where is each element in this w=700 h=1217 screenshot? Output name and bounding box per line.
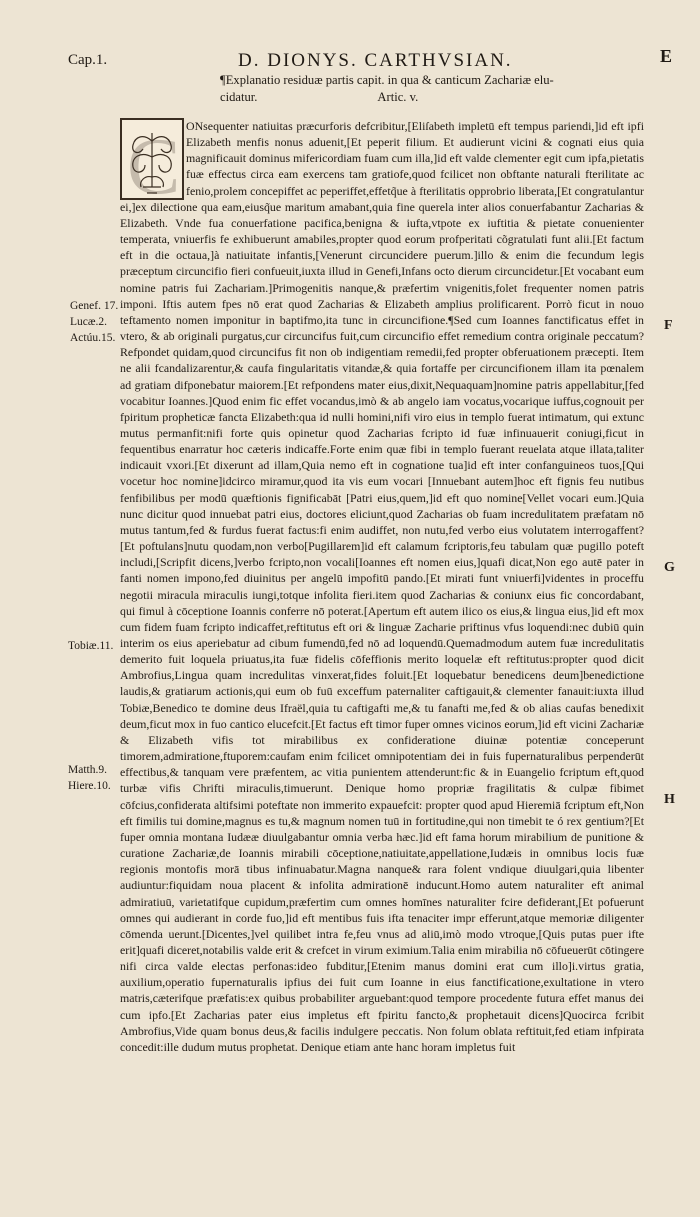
heading-line-2: cidatur. bbox=[220, 90, 258, 104]
heading-line-1: ¶Explanatio residuæ partis capit. in qua & canticum Zachariæ elu- bbox=[220, 73, 554, 87]
margin-note-acts: Actúu.15. bbox=[70, 332, 116, 344]
section-letter-e: E bbox=[660, 46, 673, 66]
margin-note-tobias: Tobiæ.11. bbox=[68, 640, 114, 652]
section-heading bbox=[220, 72, 640, 106]
margin-note-matthew: Matth.9. bbox=[68, 764, 107, 776]
section-letter-h: H bbox=[664, 792, 675, 807]
body-paragraph: ONsequenter natiuitas præcurforis defcribitur,[Eliſabeth impletū eft tempus pariendi,]id eft ipfi Elizabeth menfis nonus aduenit,[Et peperit filium. Et audierunt vicini & cognati eius quia magnificauit dominus mifericordiam fuam cum illa,]id eft valde clementer egit cum ipfa,pietatis fuæ effectus circa eam exercens tam gratiofe,quod fcilicet non obftante naturali fterilitate ac fenio,prolem concepiffet ac peperiffet,effetq̃ue à fterilitatis opprobrio liberata,[Et congratulantur ei,]ex dilectione qua eam,eiusq̃ue maritum amabant,quia fine querela inter alios conuerfabantur Zacharias & Elizabeth. Vnde fua conuerfatione pacifica,benigna & iufta,vtpote ex iuftitia & pietate conuenienter temperata, vniuerfis fe exhibuerunt amabiles,propter quod eorum profperitati cõgratulati funt alii.[Et factum eft in die octaua,]à natiuitate infantis,[Venerunt circuncidere puerum.]illo & enim die fecundum legis præceptum circuncifio fieri confueuit,iuxta illud in Genefi,Infans octo dierum circuncidetur.[Et vocabant eum nomine patris fui Zachariam.]Primogenitis nanque,& præfertim vnigenitis,folet frequenter nomen patris imponi. Iftis autem fpes nō erat quod Zacharias & Elizabeth amplius prolificarent. Porrò ficut in nouo teftamento nomen imponitur in baptifmo,ita tunc in circuncifione.¶Sed cum Ioannes fanctificatus effet in vtero, & ab originali purgatus,cur circuncifus fuit,cum circuncifio effet remedium contra originale peccatum?Refpondet quidam,quod circuncifus fit non ob indigentiam remedii,fed propter obferuationem præcepti. Item ne alii fcandalizarentur,& caufa fingularitatis vitandæ,& quia fortaffe per circuncifionem illam ita pœnalem ad gratiam difponebatur maiorem.[Et refpondens mater eius,dixit,Nequaquam]nomine patris appellabitur,[fed vocabitur Ioannes.]Quod enim fic effet vocandus,imò & ab angelo iam vocatus,vocarique iuffus,cognouit per fpiritum propheticæ fancta Elizabeth:qua id nulli homini,nifi viro eius in templo fuerat intimatum, qui extunc mutus permanfit:nifi forte quis opinetur quod Zacharias fcripto id fuæ infinuauerit coniugi,ficut in fequentibus enarratur hoc cæteris indicaffe.Forte enim quæ fibi in templo fuerant reuelata atque illata,taliter indicauit vxori.[Et dixerunt ad illam,Quia nemo eft in cognatione tua]id eft inter confanguineos tuos,[Qui vocetur hoc nomine]idcirco miramur,quod ita vis eum vocari [Innuebant autem]hoc eft fignis feu nutibus fenfibilibus per modū quæftionis fignificabāt [Patri eius,quem,]id eft quo nomine[Vellet vocari eum.]Quia nunc dicitur quod innuebat patri eius, doctores eliciunt,quod Zacharias ob fuam incredulitatem præfatam nō mutus tantum,fed & furdus fuerat factus:fi enim audiffet, non nutu,fed verbo eius volutatem interrogaffent?[Et poftulans]nutu quodam,non verbo[Pugillarem]id eft calamum fcriptoris,feu tabulam quæ pugillo poteft includi,[Scripfit dicens,]verbo fcripto,non vocali[Ioannes eft nomen eius,]quafi dicat,Non ego autē pater in fanti nomen impono,fed diuinitus per angelū impofitū pando.[Et mirati funt vniuerfi]videntes in proceffu negotii miracula miraculis iungi,totque infolita fieri.item quod Zacharias & coniunx eius fic concordabant, qui fimul à cōceptione Ioannis conferre nō poterat.[Apertum eft autem ilico os eius,& lingua eius,]id eft mox cum fidem fuam fcripto indicaffet,reftitutus eft ori & linguæ Zacharie priftinus vfus loquendi:nec dubiū quin interim os eius aperiebatur ad cibum fumendū,fed nō ad loquendū.Quemadmodum autem fuæ incredulitatis demerito fuit loquela priuatus,ita fuæ fidelis cōfeffionis merito loquelæ eft reftitutus:propter quod dicit Ambrofius,Lingua quam incredulitas vinxerat,fides foluit.[Et loquebatur benedicens deum]benedictione laudis,& gratiarum actionis,qui eum ob fuū exceffum paternaliter caftigauit,& clementer fanauit:iuxta illud Tobiæ,Benedico te domine deus Ifraël,quia tu caftigafti me,& tu fanafti me,fed & ob alias caufas benedixit deum,ficut mox in fuo cantico elucefcit.[Et factus eft timor fuper omnes vicinos eorum,]id eft vicini Zachariæ & Elizabeth vifis tot mirabilibus ex confideratione diuinæ potentiæ conceperunt timorem,admiratione,ftuporem:caufam enim fcilicet omnipotentiam dei in fuis fupernaturalibus perpenderūt effectibus,& tanquam vere præfentem, ac vitia punientem attenderunt:fic & in Euangelio fcriptum eft,quod turbæ vifis Chrifti miraculis,timuerunt. Denique homo propriæ fragilitatis & culpæ fibimet cōfcius,confiderata altifsimi poteftate non immerito expauefcit: propter quod apud Hieremiā fcriptum eft,Non eft fimilis tui domine,magnus es tu,& magnum nomen tuū in fortitudine,qui non timebit te ó rex gentium?[Et fuper omnia montana Iudææ diuulgabantur omnia verba hæc.]id eft fama horum mirabilium de punitione & curatione Zachariæ,de Ioannis mirabili cōceptione,natiuitate,appellatione,Iudæis in omnibus locis fuæ regionis montofis morā tibus infinuabatur.Magna nanque& rara folent vndique diuulgari,quia libenter audiuntur:fiquidam noua placent & infolita admirationē inducunt.Homo autem naturaliter eft animal admiratiuū, varietatifque cupidum,præfertim cum omnes homīnes naturaliter fcire defiderant,[Et pofuerunt omnes qui audierant in corde fuo,]id eft mentibus fuis ifta tenaciter impr efferunt,atque memoriæ diligenter cōmenda uerunt.[Dicentes,]vel quilibet intra fe,feu vnus ad aliū,imò modo vtroque,[Quis putas puer ifte erit]quafi diceret,notabilis valde erit & crefcet in virum eximium.Talia enim mirabilia nō cōfueuerūt cōtingere nifi circa valde electas perfonas:ideo fubditur,[Etenim manus domini erat cum illo]i.virtus gratia, auxilium,operatio fupernaturalis ipfius dei fuit cum Ioanne in eius fanctificatione,exultatione in vtero matris,cæterifque præfatis:ex quibus probabiliter arguebant:quod tempore procedente futura effet manus dei cum ipfo.[Et Zacharias pater eius impletus eft fpiritu fancto,& prophetauit dicens]Quocirca fcribit Ambrofius,Vide quam bonus deus,& facilis indulgere peccatis. Non folum oblata reftituit,fed etiam infpirata concedit:ille dudum mutus prophetat. Denique etiam ante hanc horam impletus fuit bbox=[120, 119, 644, 1054]
chapter-label: Cap.1. bbox=[68, 52, 108, 68]
body-text bbox=[120, 118, 644, 1055]
article-label: Artic. v. bbox=[377, 90, 419, 104]
margin-note-jeremiah: Hiere.10. bbox=[68, 780, 111, 792]
margin-note-genesis: Genef. 17. bbox=[70, 300, 119, 312]
section-letter-g: G bbox=[664, 560, 675, 575]
section-letter-f: F bbox=[664, 318, 673, 333]
page-title: D. DIONYS. CARTHVSIAN. bbox=[238, 50, 513, 71]
svg-text:C: C bbox=[127, 123, 181, 200]
margin-note-luke: Lucæ.2. bbox=[70, 316, 108, 328]
